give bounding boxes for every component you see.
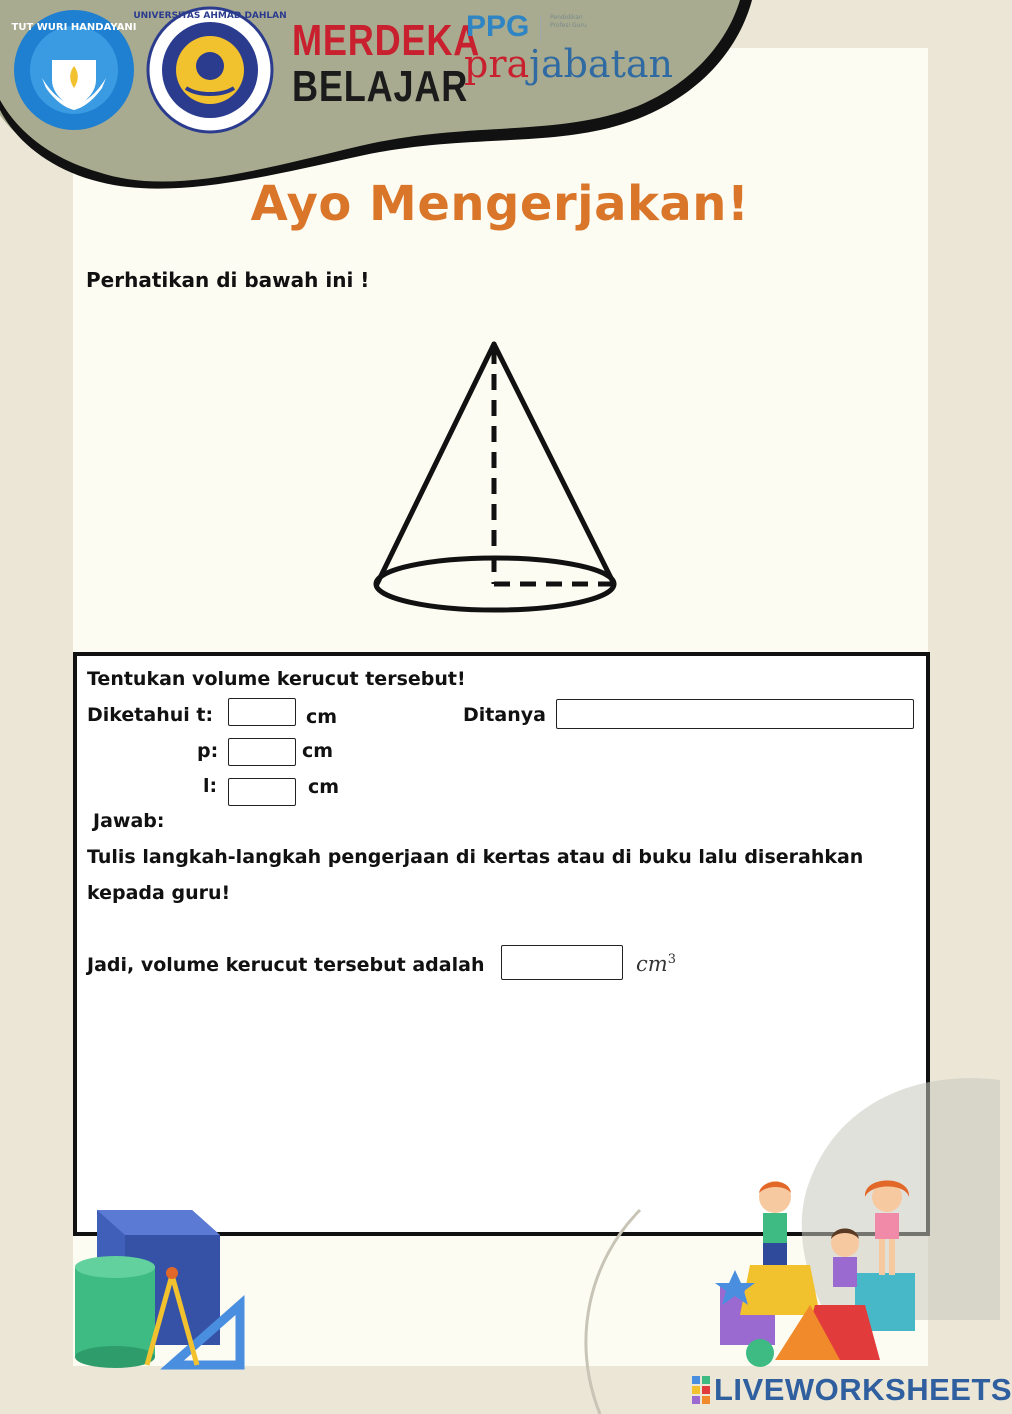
logo1-text: TUT WURI HANDAYANI bbox=[11, 22, 137, 33]
asked-input[interactable] bbox=[556, 699, 914, 729]
ppg-small-text: Pendidikan Profesi Guru bbox=[550, 14, 587, 29]
merdeka-belajar-logo bbox=[292, 18, 480, 110]
question-text: Tentukan volume kerucut tersebut! bbox=[87, 668, 466, 690]
result-unit bbox=[636, 952, 676, 976]
result-label: Jadi, volume kerucut tersebut adalah bbox=[87, 954, 485, 976]
result-unit-base: cm bbox=[636, 952, 668, 976]
belajar-text: BELAJAR bbox=[292, 62, 469, 111]
l-unit: cm bbox=[308, 776, 340, 798]
steps-line-2: kepada guru! bbox=[87, 882, 231, 904]
page-title: Ayo Mengerjakan! bbox=[250, 176, 750, 232]
p-value-input[interactable] bbox=[228, 738, 296, 766]
liveworksheets-brand bbox=[692, 1372, 1012, 1408]
asked-label: Ditanya bbox=[463, 704, 546, 726]
result-input[interactable] bbox=[501, 945, 623, 980]
p-unit: cm bbox=[302, 740, 334, 762]
ppg-divider bbox=[540, 16, 541, 42]
liveworksheets-text: LIVEWORKSHEETS bbox=[714, 1372, 1012, 1407]
merdeka-text: MERDEKA bbox=[292, 16, 481, 65]
p-label: p: bbox=[197, 740, 219, 762]
tut-wuri-handayani-logo bbox=[12, 8, 136, 132]
instruction-text: Perhatikan di bawah ini ! bbox=[86, 268, 370, 292]
prajabatan-blue-text: jabatan bbox=[529, 42, 673, 86]
answer-label: Jawab: bbox=[93, 810, 165, 832]
cone-figure bbox=[360, 330, 630, 620]
logo2-text: UNIVERSITAS AHMAD DAHLAN bbox=[133, 11, 287, 21]
kids-illustration bbox=[715, 1175, 930, 1370]
result-unit-exponent: 3 bbox=[667, 952, 676, 967]
uad-logo bbox=[133, 4, 287, 136]
known-t-label: Diketahui t: bbox=[87, 704, 214, 726]
geometry-tools-illustration bbox=[72, 1205, 247, 1370]
t-unit: cm bbox=[306, 706, 338, 728]
l-label: l: bbox=[203, 775, 218, 797]
prajabatan-red-text: pra bbox=[464, 42, 530, 86]
l-value-input[interactable] bbox=[228, 778, 296, 806]
t-value-input[interactable] bbox=[228, 698, 296, 726]
prajabatan-logo bbox=[464, 42, 673, 86]
steps-line-1: Tulis langkah-langkah pengerjaan di kertas atau di buku lalu diserahkan bbox=[87, 846, 864, 868]
ppg-text: PPG bbox=[466, 10, 530, 43]
liveworksheets-icon bbox=[692, 1376, 710, 1404]
